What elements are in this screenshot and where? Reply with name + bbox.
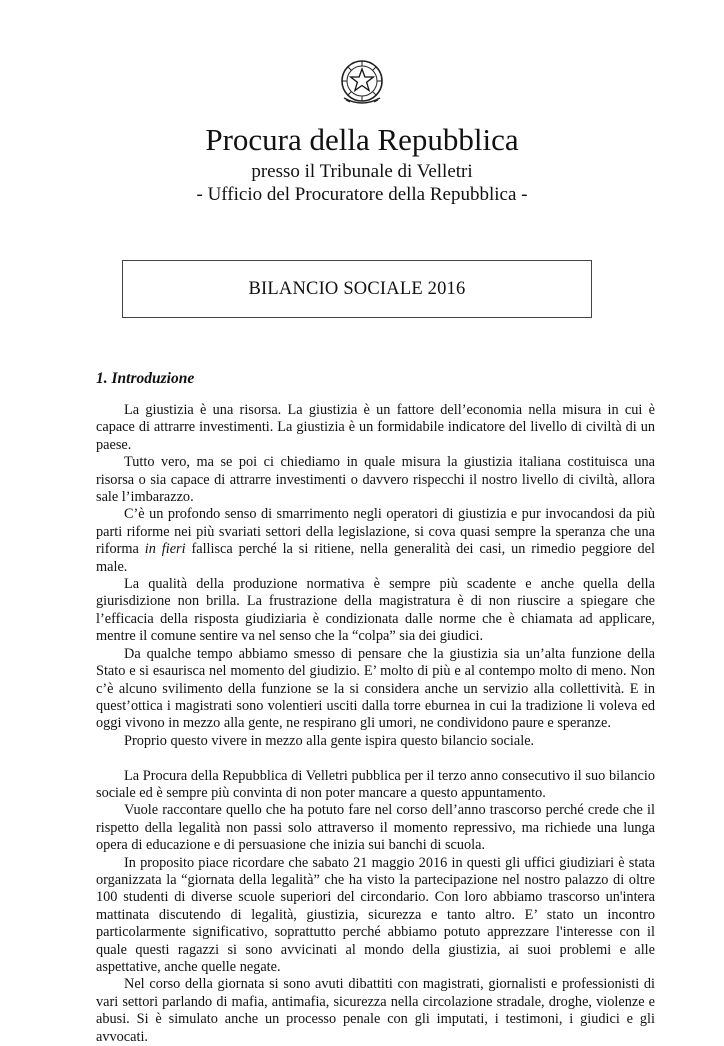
subtitle-ufficio: - Ufficio del Procuratore della Repubblica -	[196, 184, 528, 205]
italian-republic-emblem-icon	[336, 56, 388, 108]
subtitle-tribunale: presso il Tribunale di Velletri	[251, 161, 473, 182]
report-title-box	[122, 260, 592, 318]
paragraph-gap	[96, 750, 655, 767]
paragraph-text: La Procura della Repubblica di Velletri pubblica per il terzo anno consecutivo il suo bilancio sociale ed è sempre più convinta di non poter mancare a questo appuntamento.	[96, 767, 655, 801]
paragraph	[96, 454, 655, 506]
paragraph-text: Da qualche tempo abbiamo smesso di pensare che la giustizia sia un’alta funzione della Stato e si esaurisca nel momento del giudizio. E’ molto di più e al contempo molto di meno. Non c’è alcuno svilimento della funzione se la si considera anche un servizio alla collettività. E in quest’ottica i magistrati sono volentieri usciti dalla torre eburnea in cui la tradizione li voleva ed oggi vivono in mezzo alla gente, ne respirano gli umori, ne condividono paure e speranze.	[96, 645, 655, 732]
paragraph-text: Nel corso della giornata si sono avuti dibattiti con magistrati, giornalisti e professionisti di vari settori parlando di mafia, antimafia, sicurezza nella circolazione stradale, droghe, violenze e abusi. Si è simulato anche un processo penale con gli imputati, i testimoni, i giudici e gli avvocati.	[96, 976, 655, 1045]
paragraph	[96, 733, 655, 750]
paragraph-text: In proposito piace ricordare che sabato 21 maggio 2016 in questi gli uffici giudiziari è stata organizzata la “giornata della legalità” che ha visto la partecipazione nel nostro palazzo di oltre 100 studenti di diverse scuole superiori del circondario. Con loro abbiamo trascorso un'intera mattinata discutendo di legalità, giustizia, sicurezza e tanto altro. E’ stato un incontro particolarmente significativo, soprattutto perché abbiamo potuto apprezzare l'interesse con il quale questi ragazzi si sono avvicinati al mondo della giustizia, ai suoi problemi e alle aspettative, anche quelle negate.	[96, 854, 655, 975]
paragraph	[96, 802, 655, 854]
paragraph-text: Proprio questo vivere in mezzo alla gente ispira questo bilancio sociale.	[124, 732, 535, 749]
paragraph-text: Tutto vero, ma se poi ci chiediamo in quale misura la giustizia italiana costituisca una risorsa o sia capace di attrarre investimenti o davvero rispecchi il nostro livello di civiltà, allora sale l’imbarazzo.	[96, 454, 655, 506]
paragraph	[96, 506, 655, 576]
paragraph-text: La giustizia è una risorsa. La giustizia è un fattore dell’economia nella misura in cui è capace di attrarre investimenti. La giustizia è un formidabile indicatore del livello di civiltà di un paese.	[96, 402, 655, 453]
body-text	[96, 402, 655, 1046]
paragraph-text: fallisca perché la si ritiene, nella generalità dei casi, un rimedio peggiore del male.	[96, 541, 655, 575]
paragraph	[96, 855, 655, 977]
paragraph	[96, 768, 655, 803]
italic-term: in fieri	[144, 541, 186, 558]
paragraph	[96, 976, 655, 1046]
section-heading: 1. Introduzione	[96, 370, 195, 387]
paragraph	[96, 402, 655, 454]
paragraph-text: Vuole raccontare quello che ha potuto fare nel corso dell’anno trascorso perché crede che il rispetto della legalità non passi solo attraverso il momento repressivo, ma richiede una lunga opera di educazione e di persuasione che inizia sui banchi di scuola.	[96, 802, 655, 854]
paragraph-text: C’è un profondo senso di smarrimento negli operatori di giustizia e pur invocandosi da più parti riforme nei più svariati settori della legislazione, si cova quasi sempre la speranza che una riforma	[96, 506, 655, 558]
page-title: Procura della Repubblica	[205, 122, 519, 157]
paragraph-text: La qualità della produzione normativa è sempre più scadente e anche quella della giurisdizione non brilla. La frustrazione della magistratura è di non riuscire a spiegare che l’efficacia della risposta giudiziaria è condizionata dalle norme che è chiamata ad applicare, mentre il comune sentire va nel senso che la “colpa” sia dei giudici.	[96, 576, 655, 645]
paragraph	[96, 576, 655, 646]
report-title: BILANCIO SOCIALE 2016	[248, 278, 466, 299]
paragraph	[96, 646, 655, 733]
